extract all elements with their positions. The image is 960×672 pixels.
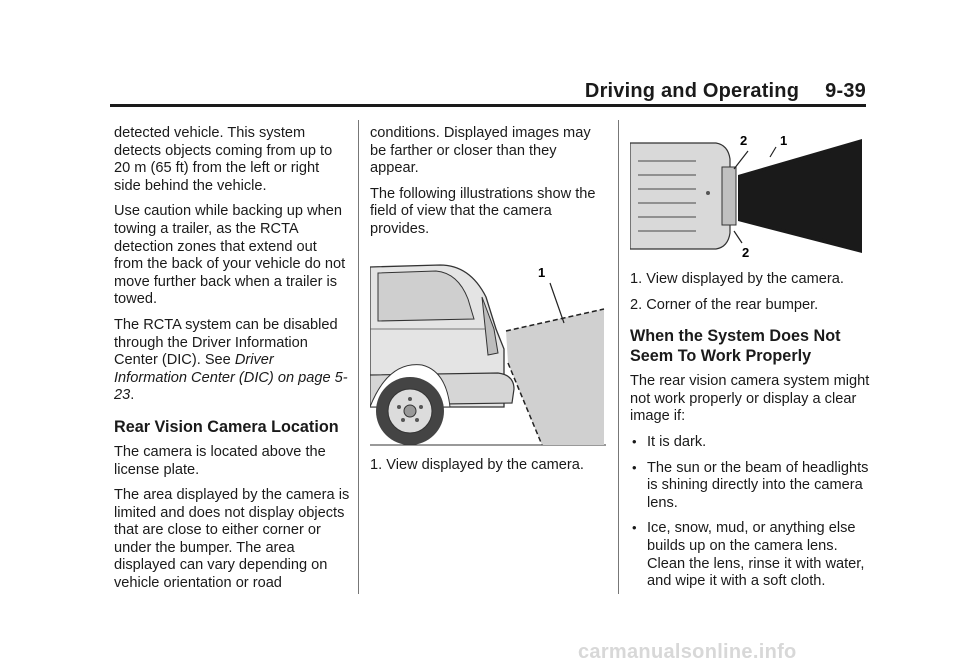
paragraph: The area displayed by the camera is limited and does not display objects that are close to either corner or under the bumper. The area displayed can vary depending on vehicle orientation or road (114, 487, 350, 592)
paragraph-end: . (130, 387, 135, 404)
paragraph (114, 317, 350, 405)
figure-label: 1 (780, 133, 788, 148)
figure-caption: 1. View displayed by the camera. (370, 456, 584, 473)
camera-side-view-illustration (370, 257, 606, 447)
paragraph: The rear vision camera system might not work properly or display a clear image if: (630, 373, 870, 425)
page-number: 9-39 (825, 80, 866, 102)
camera-top-view-illustration (630, 129, 870, 261)
paragraph: conditions. Displayed images may be farther or closer than they appear. (370, 125, 591, 177)
column-2 (370, 125, 606, 482)
paragraph: detected vehicle. This system detects objects coming from up to 20 m (65 ft) from the left or right side behind the vehicle. (114, 125, 333, 194)
figure-caption: 2. Corner of the rear bumper. (630, 296, 819, 313)
watermark: carmanualsonline.info (578, 641, 797, 663)
section-title: Driving and Operating (584, 80, 800, 102)
column-3 (630, 125, 870, 599)
header-rule (110, 104, 866, 107)
bullet-list (630, 434, 870, 591)
column-divider (618, 120, 619, 594)
list-item: • It is dark. (630, 434, 870, 452)
cross-reference-link[interactable]: Driver Information Center (DIC) on page 5-23 (114, 352, 348, 404)
column-1 (114, 125, 350, 601)
list-item: • The sun or the beam of headlights is shining directly into the camera lens. (630, 460, 870, 513)
column-divider (358, 120, 359, 594)
section-heading: Rear Vision Camera Location (114, 417, 339, 436)
figure-label: 2 (740, 133, 748, 148)
figure-caption: 1. View displayed by the camera. (630, 271, 844, 287)
page-header (585, 80, 866, 103)
paragraph: The following illustrations show the field of view that the camera provides. (370, 185, 596, 237)
list-item: • Ice, snow, mud, or anything else builds up on the camera lens. Clean the lens, rinse it with water, and wipe it with a soft cloth. (630, 520, 870, 590)
paragraph: Use caution while backing up when towing a trailer, as the RCTA detection zones that extend out from the back of your vehicle do not move further back when a trailer is towed. (114, 203, 346, 308)
figure-label: 1 (538, 264, 546, 280)
paragraph: The camera is located above the license plate. (114, 443, 326, 478)
section-heading: When the System Does Not Seem To Work Properly (630, 327, 841, 366)
figure-label: 2 (742, 245, 750, 260)
paragraph-text: The RCTA system can be disabled through the Driver Information Center (DIC). See (114, 316, 338, 369)
